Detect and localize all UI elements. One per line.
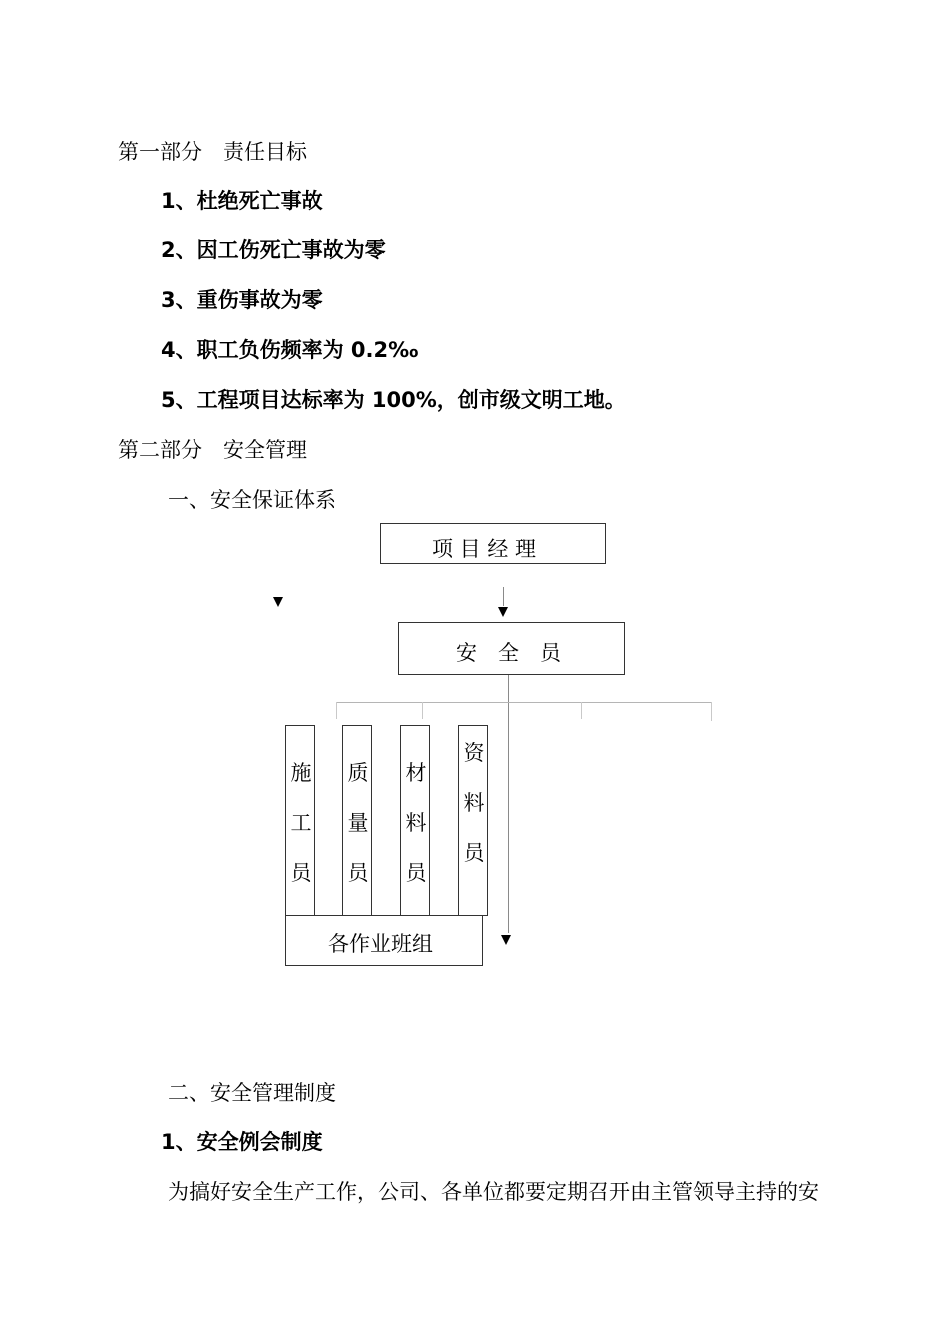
connector-line (581, 702, 582, 719)
connector-line (422, 702, 423, 719)
role-construction-label: 施 工 员 (290, 761, 312, 885)
goal-item-5: 5、工程项目达标率为 100%，创市级文明工地。 (161, 388, 626, 412)
goal-item-1: 1、杜绝死亡事故 (161, 189, 323, 213)
work-teams-label: 各作业班组 (328, 932, 433, 956)
subsection1-title: 1、安全例会制度 (161, 1130, 323, 1154)
role-construction-box (285, 725, 315, 916)
goal-item-4: 4、职工负伤频率为 0.2‰ (161, 338, 419, 362)
arrow-down-icon (273, 597, 283, 607)
safety-officer-label: 安 全 员 (456, 641, 561, 665)
part2-heading: 第二部分 安全管理 (118, 438, 307, 462)
role-quality-box (342, 725, 372, 916)
role-quality-label: 质 量 员 (347, 761, 369, 885)
section2-title: 二、安全管理制度 (168, 1081, 336, 1105)
arrow-down-icon (501, 935, 511, 945)
connector-line (711, 702, 712, 721)
goal-item-3: 3、重伤事故为零 (161, 288, 323, 312)
goal-item-2: 2、因工伤死亡事故为零 (161, 238, 386, 262)
role-documentation-box (458, 725, 488, 916)
role-material-label: 材 料 员 (405, 761, 427, 885)
connector-line (336, 702, 337, 719)
connector-line (336, 702, 711, 703)
section1-title: 一、安全保证体系 (168, 488, 336, 512)
project-manager-box (380, 523, 606, 564)
role-material-box (400, 725, 430, 916)
role-documentation-label: 资 料 员 (463, 741, 485, 865)
connector-line (508, 675, 509, 933)
safety-officer-box (398, 622, 625, 675)
body-paragraph: 为搞好安全生产工作，公司、各单位都要定期召开由主管领导主持的安 (168, 1180, 819, 1204)
work-teams-box (285, 915, 483, 966)
arrow-down-icon (498, 607, 508, 617)
connector-line (503, 587, 504, 606)
project-manager-label: 项 目 经 理 (432, 537, 537, 561)
part1-heading: 第一部分 责任目标 (118, 140, 307, 164)
